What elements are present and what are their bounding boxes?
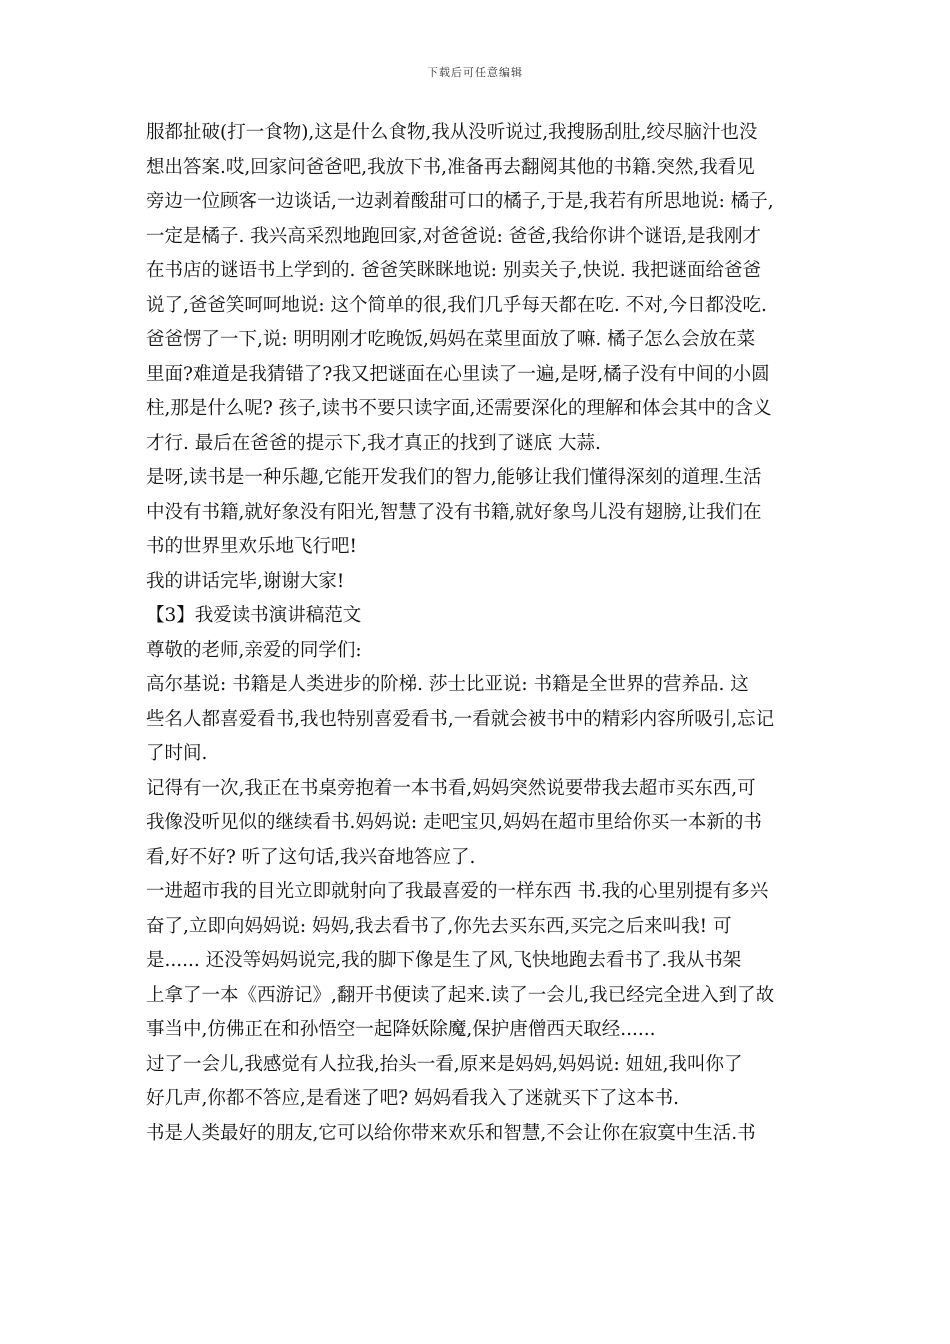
text-line: 服都扯破(打一食物),这是什么食物,我从没听说过,我搜肠刮肚,绞尽脑汁也没 (146, 122, 758, 143)
text-line: 些名人都喜爱看书,我也特别喜爱看书,一看就会被书中的精彩内容所吸引,忘记 (146, 708, 775, 730)
text-line: 上拿了一本《西游记》,翻开书便读了起来.读了一会儿,我已经完全进入到了故 (146, 984, 775, 1006)
section-heading: 【3】我爱读书演讲稿范文 (146, 605, 362, 626)
text-line: 书的世界里欢乐地飞行吧! (146, 536, 357, 557)
text-line: 是呀,读书是一种乐趣,它能开发我们的智力,能够让我们懂得深刻的道理.生活 (146, 467, 762, 488)
text-line: 在书店的谜语书上学到的. 爸爸笑眯眯地说: 别卖关子,快说. 我把谜面给爸爸 (146, 260, 762, 281)
text-line: 爸爸愣了一下,说: 明明刚才吃晚饭,妈妈在菜里面放了嘛. 橘子怎么会放在菜 (146, 329, 756, 350)
text-line: 才行. 最后在爸爸的提示下,我才真正的找到了谜底 大蒜. (146, 432, 601, 454)
text-line: 高尔基说: 书籍是人类进步的阶梯. 莎士比亚说: 书籍是全世界的营养品. 这 (146, 674, 749, 695)
body-text (146, 116, 816, 1151)
text-line: 旁边一位顾客一边谈话,一边剥着酸甜可口的橘子,于是,我若有所思地说: 橘子, (146, 191, 774, 212)
page-header: 下载后可任意编辑 (427, 66, 523, 79)
text-line: 想出答案.哎,回家问爸爸吧,我放下书,准备再去翻阅其他的书籍.突然,我看见 (146, 156, 755, 178)
text-line: 柱,那是什么呢? 孩子,读书不要只读字面,还需要深化的理解和体会其中的含义 (146, 398, 772, 419)
text-line: 好几声,你都不答应,是看迷了吧? 妈妈看我入了迷就买下了这本书. (146, 1088, 679, 1109)
text-line: 中没有书籍,就好象没有阳光,智慧了没有书籍,就好象鸟儿没有翅膀,让我们在 (146, 501, 762, 523)
text-line: 说了,爸爸笑呵呵地说: 这个简单的很,我们几乎每天都在吃. 不对,今日都没吃. (146, 294, 767, 316)
text-line: 一定是橘子. 我兴高采烈地跑回家,对爸爸说: 爸爸,我给你讲个谜语,是我刚才 (146, 225, 762, 247)
text-line: 奋了,立即向妈妈说: 妈妈,我去看书了,你先去买东西,买完之后来叫我! 可 (146, 915, 732, 937)
text-line: 里面?难道是我猜错了?我又把谜面在心里读了一遍,是呀,橘子没有中间的小圆 (146, 363, 770, 385)
text-line: 了时间. (146, 743, 208, 764)
text-line: 我的讲话完毕,谢谢大家! (146, 570, 345, 592)
text-line: 书是人类最好的朋友,它可以给你带来欢乐和智慧,不会让你在寂寞中生活.书 (146, 1122, 756, 1144)
text-line: 我像没听见似的继续看书.妈妈说: 走吧宝贝,妈妈在超市里给你买一本新的书 (146, 812, 762, 833)
text-line: 是...... 还没等妈妈说完,我的脚下像是生了风,飞快地跑去看书了.我从书架 (146, 950, 742, 971)
text-line: 一进超市我的目光立即就射向了我最喜爱的一样东西 书.我的心里别提有多兴 (146, 881, 769, 902)
text-line: 记得有一次,我正在书桌旁抱着一本书看,妈妈突然说要带我去超市买东西,可 (146, 777, 756, 799)
text-line: 过了一会儿,我感觉有人拉我,抬头一看,原来是妈妈,妈妈说: 妞妞,我叫你了 (146, 1053, 743, 1075)
text-line: 看,好不好? 听了这句话,我兴奋地答应了. (146, 846, 476, 868)
text-line: 尊敬的老师,亲爱的同学们: (146, 639, 362, 661)
text-line: 事当中,仿佛正在和孙悟空一起降妖除魔,保护唐僧西天取经...... (146, 1019, 656, 1040)
